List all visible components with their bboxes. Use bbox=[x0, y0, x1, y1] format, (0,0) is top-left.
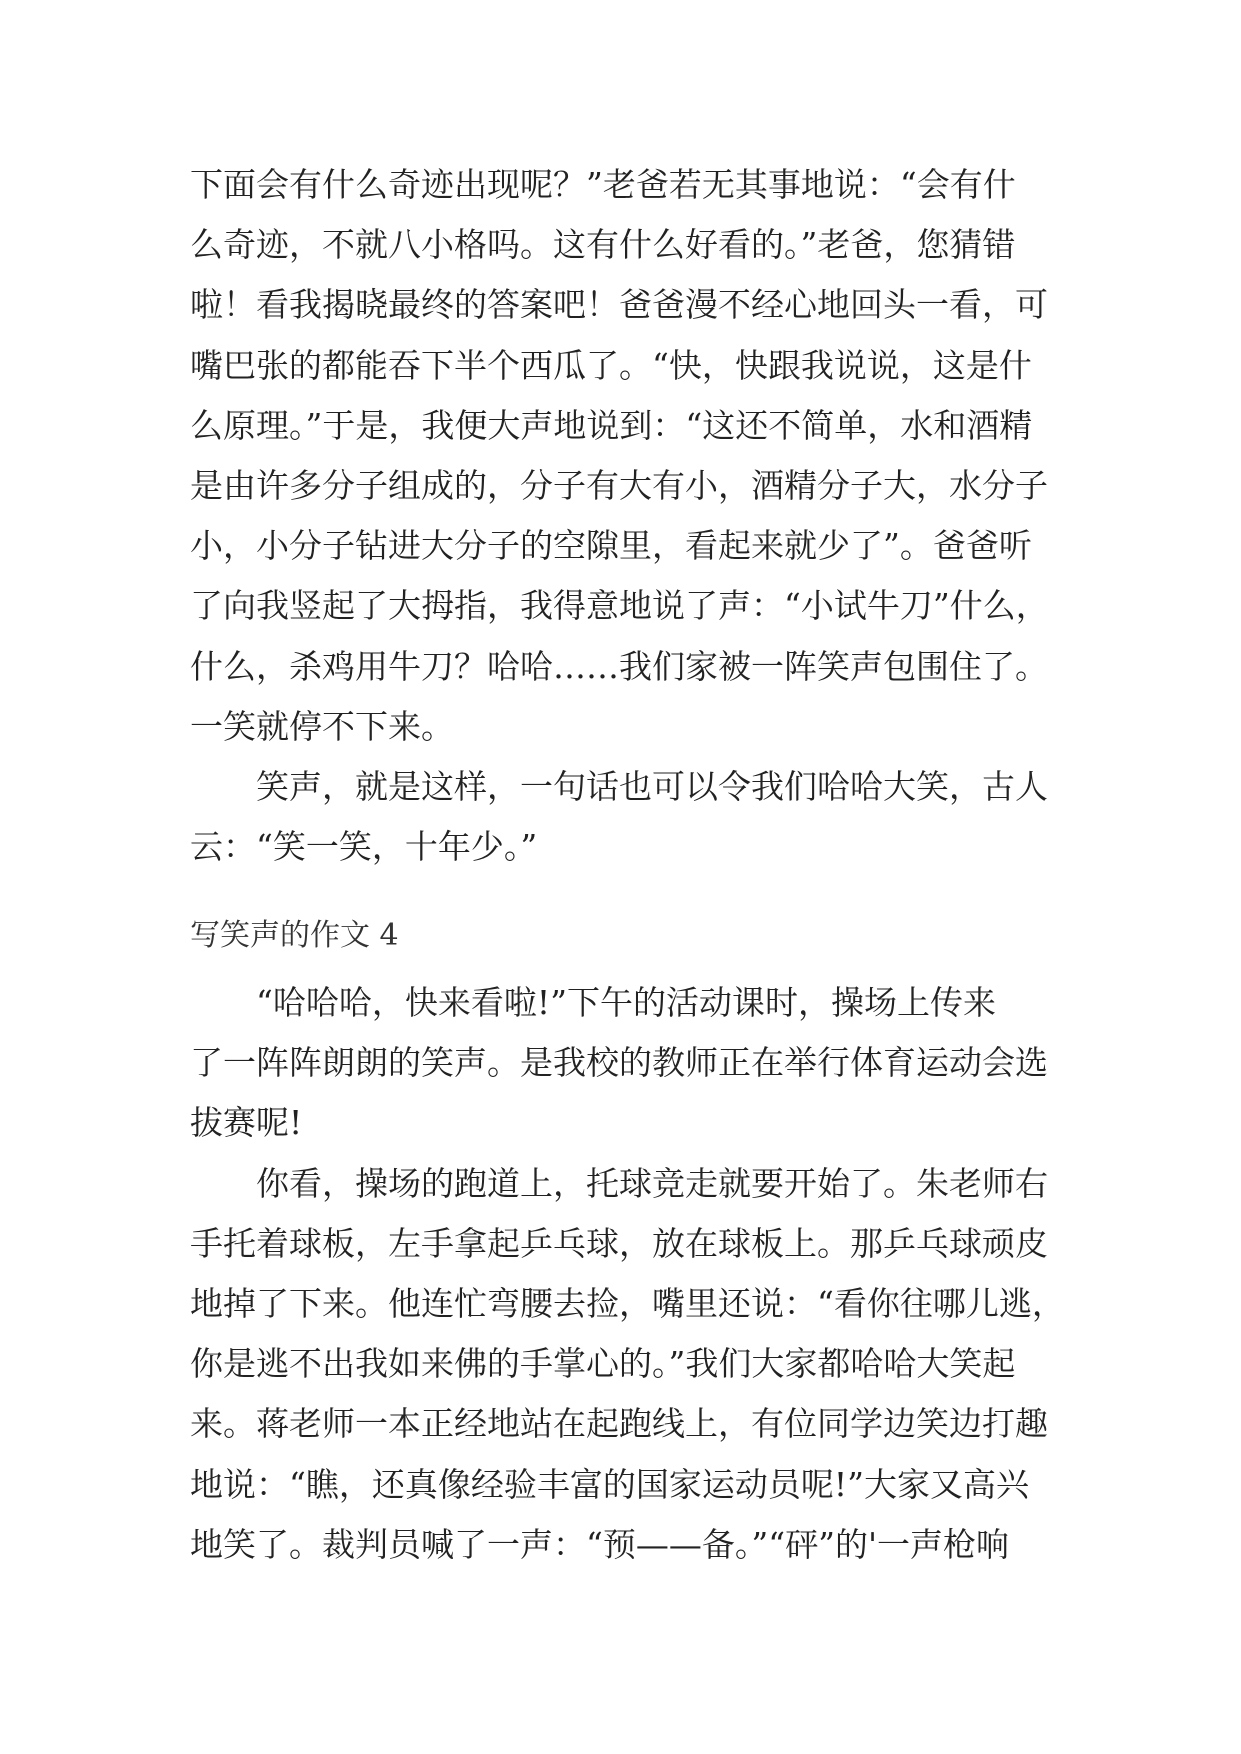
paragraph-line: 了一阵阵朗朗的笑声。是我校的教师正在举行体育运动会选 bbox=[190, 1043, 1048, 1083]
paragraph-line: 啦！看我揭晓最终的答案吧！爸爸漫不经心地回头一看，可 bbox=[190, 285, 1048, 325]
paragraph-line: 下面会有什么奇迹出现呢？”老爸若无其事地说：“会有什 bbox=[190, 165, 1016, 204]
paragraph-line: 手托着球板，左手拿起乒乓球，放在球板上。那乒乓球顽皮 bbox=[190, 1223, 1048, 1263]
paragraph-line: 小，小分子钻进大分子的空隙里，看起来就少了”。爸爸听 bbox=[190, 526, 1032, 566]
essay-3-continuation bbox=[190, 155, 1070, 877]
paragraph-line: 是由许多分子组成的，分子有大有小，酒精分子大，水分子 bbox=[190, 465, 1048, 505]
paragraph-line: 来。蒋老师一本正经地站在起跑线上，有位同学边笑边打趣 bbox=[190, 1404, 1048, 1444]
paragraph-line: 了向我竖起了大拇指，我得意地说了声：“小试牛刀”什么， bbox=[190, 586, 1049, 626]
section-title: 写笑声的作文 4 bbox=[190, 918, 399, 953]
paragraph-line: 你是逃不出我如来佛的手掌心的。”我们大家都哈哈大笑起 bbox=[190, 1344, 1016, 1384]
paragraph-line: 地掉了下来。他连忙弯腰去捡，嘴里还说：“看你往哪儿逃， bbox=[190, 1283, 1065, 1323]
paragraph-line: 么奇迹，不就八小格吗。这有什么好看的。”老爸，您猜错 bbox=[190, 225, 1016, 265]
paragraph-line: 拔赛呢! bbox=[190, 1103, 303, 1143]
essay-4-body bbox=[190, 973, 1070, 1575]
paragraph-line: 笑声，就是这样，一句话也可以令我们哈哈大笑，古人 bbox=[190, 766, 1048, 806]
essay-4-heading-block bbox=[190, 911, 1070, 961]
paragraph-line: 么原理。”于是，我便大声地说到：“这还不简单，水和酒精 bbox=[190, 405, 1033, 445]
paragraph-line: 云：“笑一笑，十年少。” bbox=[190, 827, 538, 867]
paragraph-line: 什么，杀鸡用牛刀？哈哈……我们家被一阵笑声包围住了。 bbox=[190, 646, 1048, 686]
paragraph-line: 嘴巴张的都能吞下半个西瓜了。“快，快跟我说说，这是什 bbox=[190, 345, 1032, 385]
paragraph-line: 地笑了。裁判员喊了一声：“预——备。”“砰”的'一声枪响 bbox=[190, 1524, 1010, 1564]
paragraph-line: 地说：“瞧，还真像经验丰富的国家运动员呢!”大家又高兴 bbox=[190, 1464, 1030, 1504]
paragraph-line: 你看，操场的跑道上，托球竞走就要开始了。朱老师右 bbox=[190, 1163, 1048, 1203]
paragraph-line: 一笑就停不下来。 bbox=[190, 706, 454, 746]
paragraph-line: “哈哈哈，快来看啦!”下午的活动课时，操场上传来 bbox=[190, 983, 997, 1022]
